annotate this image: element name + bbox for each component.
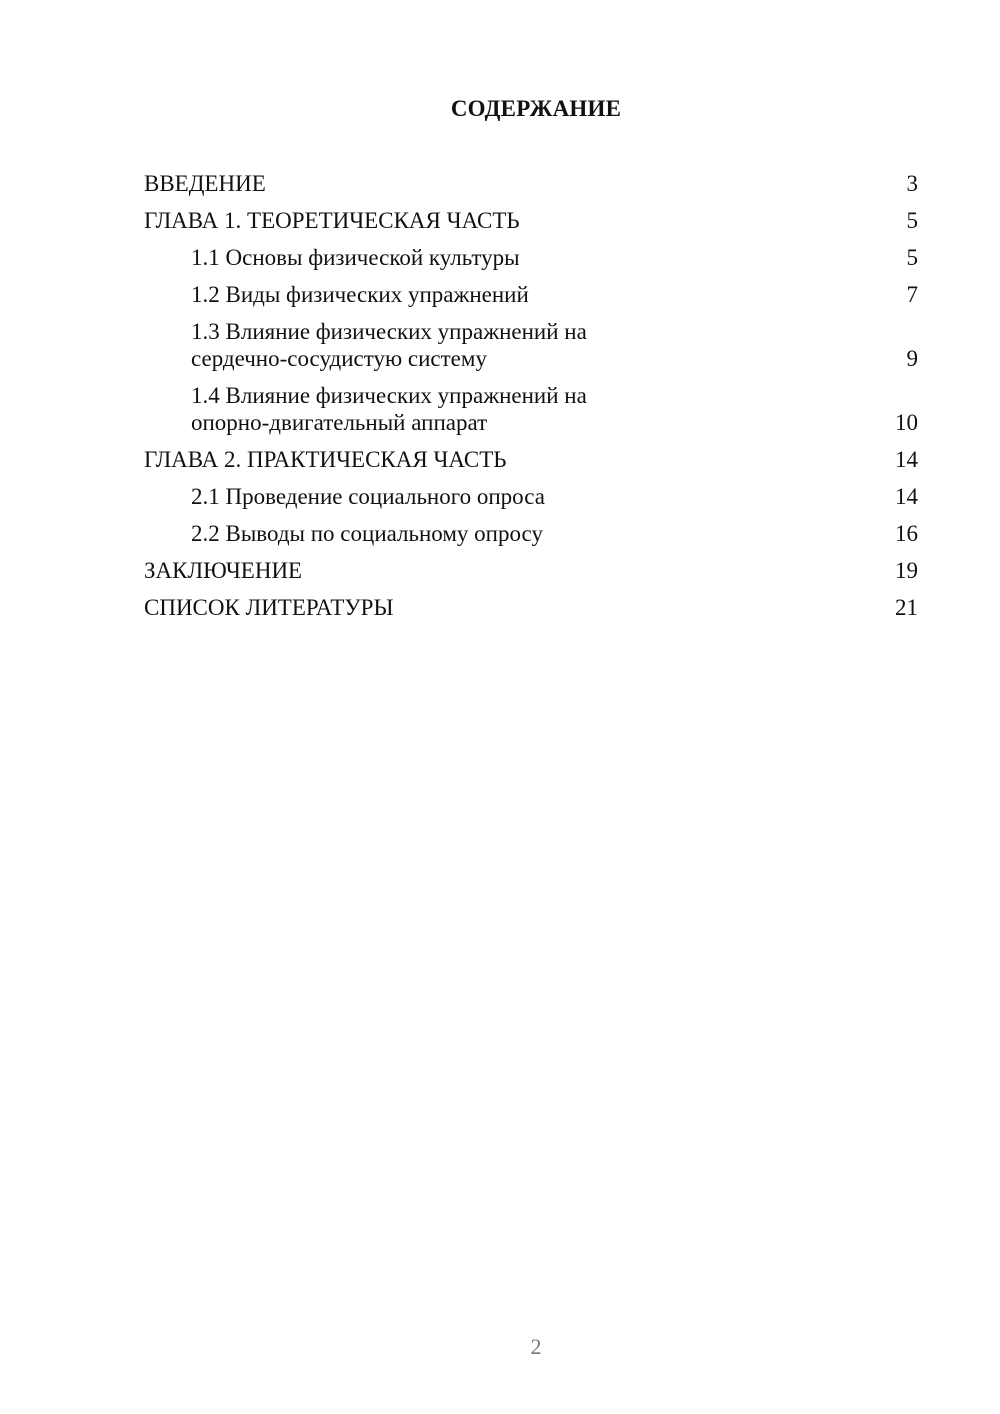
toc-entry-label: ГЛАВА 2. ПРАКТИЧЕСКАЯ ЧАСТЬ — [144, 447, 507, 472]
toc-entry-page: 14 — [895, 484, 918, 509]
toc-entry[interactable] — [144, 557, 918, 584]
toc-entry-label: 1.4 Влияние физических упражнений на опорно-двигательный аппарат — [191, 383, 587, 435]
toc-entry[interactable] — [144, 207, 918, 234]
toc-entry[interactable] — [144, 318, 918, 372]
toc-entry-label: СПИСОК ЛИТЕРАТУРЫ — [144, 595, 394, 620]
toc-entry-page: 9 — [906, 346, 918, 371]
toc-title: СОДЕРЖАНИЕ — [450, 96, 622, 121]
toc-entry-label: 1.2 Виды физических упражнений — [191, 282, 529, 307]
toc-entry-page: 14 — [895, 447, 918, 472]
toc-entry[interactable] — [144, 170, 918, 197]
toc-entry[interactable] — [144, 244, 918, 271]
toc-entry[interactable] — [144, 281, 918, 308]
toc-entry-page: 3 — [906, 171, 918, 196]
toc-entry-page: 7 — [906, 282, 918, 307]
toc-entry-label: 1.1 Основы физической культуры — [191, 245, 520, 270]
toc-entry-page: 16 — [895, 521, 918, 546]
toc-entry[interactable] — [144, 483, 918, 510]
toc-entry-label: 2.2 Выводы по социальному опросу — [191, 521, 543, 546]
toc-entry-label: 2.1 Проведение социального опроса — [191, 484, 545, 509]
page-number: 2 — [530, 1334, 542, 1359]
toc-entry-page: 5 — [906, 208, 918, 233]
toc-entry-page: 10 — [895, 410, 918, 435]
toc-entry-page: 5 — [906, 245, 918, 270]
table-of-contents — [144, 170, 918, 631]
toc-entry-page: 21 — [895, 595, 918, 620]
toc-entry[interactable] — [144, 594, 918, 621]
toc-entry[interactable] — [144, 382, 918, 436]
toc-entry-label: ГЛАВА 1. ТЕОРЕТИЧЕСКАЯ ЧАСТЬ — [144, 208, 520, 233]
toc-entry-label: ВВЕДЕНИЕ — [144, 171, 266, 196]
toc-entry[interactable] — [144, 520, 918, 547]
toc-entry[interactable] — [144, 446, 918, 473]
toc-entry-label: 1.3 Влияние физических упражнений на сердечно-сосудистую систему — [191, 319, 587, 371]
toc-entry-label: ЗАКЛЮЧЕНИЕ — [144, 558, 303, 583]
toc-entry-page: 19 — [895, 558, 918, 583]
